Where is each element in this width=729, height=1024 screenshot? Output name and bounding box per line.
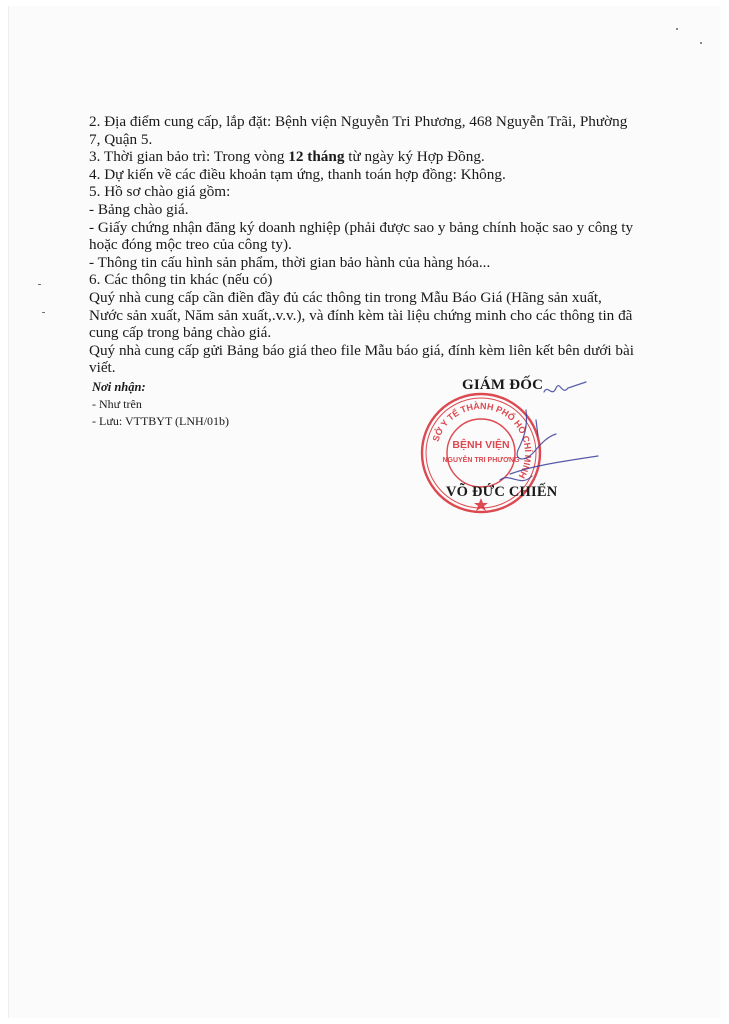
stamp-center-line-1: BỆNH VIỆN	[452, 439, 510, 451]
item-3-duration: 12 tháng	[288, 148, 345, 166]
item-5-b-line-1: - Giấy chứng nhận đăng ký doanh nghiệp (phải được sao y bảng chính hoặc sao y công ty	[89, 218, 634, 236]
recipient-item: - Lưu: VTTBYT (LNH/01b)	[92, 414, 230, 428]
item-6: 6. Các thông tin khác (nếu có)	[89, 271, 273, 289]
document-body	[89, 113, 649, 377]
item-5-c: - Thông tin cấu hình sản phẩm, thời gian bảo hành của hàng hóa...	[89, 253, 491, 271]
recipient-item: - Như trên	[92, 397, 142, 411]
stamp-center-line-2: NGUYỄN TRI PHƯƠNG	[442, 457, 520, 464]
stamp-ring-text: SỞ Y TẾ THÀNH PHỐ HỒ CHÍ MINH	[430, 400, 534, 481]
scan-speck	[676, 28, 678, 30]
item-3-prefix: 3. Thời gian bảo trì: Trong vòng	[89, 148, 289, 166]
director-title: GIÁM ĐỐC	[462, 377, 544, 393]
scan-speck	[38, 284, 41, 285]
item-5: 5. Hồ sơ chào giá gồm:	[89, 183, 231, 201]
item-6-paragraph-2-line-2: viết.	[89, 359, 116, 377]
scan-speck	[42, 312, 45, 313]
item-3-suffix: từ ngày ký Hợp Đồng.	[344, 148, 485, 166]
item-5-b-line-2: hoặc đóng mộc treo của công ty).	[89, 236, 292, 254]
item-2-line-1: 2. Địa điểm cung cấp, lắp đặt: Bệnh viện Nguyễn Tri Phương, 468 Nguyễn Trãi, Phường	[89, 113, 628, 130]
director-name: VÕ ĐỨC CHIẾN	[446, 484, 558, 500]
item-4: 4. Dự kiến về các điều khoản tạm ứng, thanh toán hợp đồng: Không.	[89, 165, 506, 183]
item-5-a: - Bảng chào giá.	[89, 200, 189, 218]
recipients-title: Nơi nhận:	[92, 380, 146, 394]
signature-icon	[440, 376, 610, 496]
item-6-paragraph-1-line-2: Nước sản xuất, Năm sản xuất,.v.v.), và đính kèm tài liệu chứng minh cho các thông tin đã	[89, 306, 633, 324]
item-2-line-2: 7, Quận 5.	[89, 130, 153, 148]
item-6-paragraph-2-line-1: Quý nhà cung cấp gửi Bảng báo giá theo file Mẫu báo giá, đính kèm liên kết bên dưới bài	[89, 341, 634, 359]
item-6-paragraph-1-line-3: cung cấp trong bảng chào giá.	[89, 324, 272, 342]
item-3	[89, 148, 649, 166]
recipients-block	[92, 379, 312, 430]
scan-speck	[700, 42, 702, 44]
item-6-paragraph-1-line-1: Quý nhà cung cấp cần điền đầy đủ các thông tin trong Mẫu Báo Giá (Hãng sản xuất,	[89, 288, 602, 306]
